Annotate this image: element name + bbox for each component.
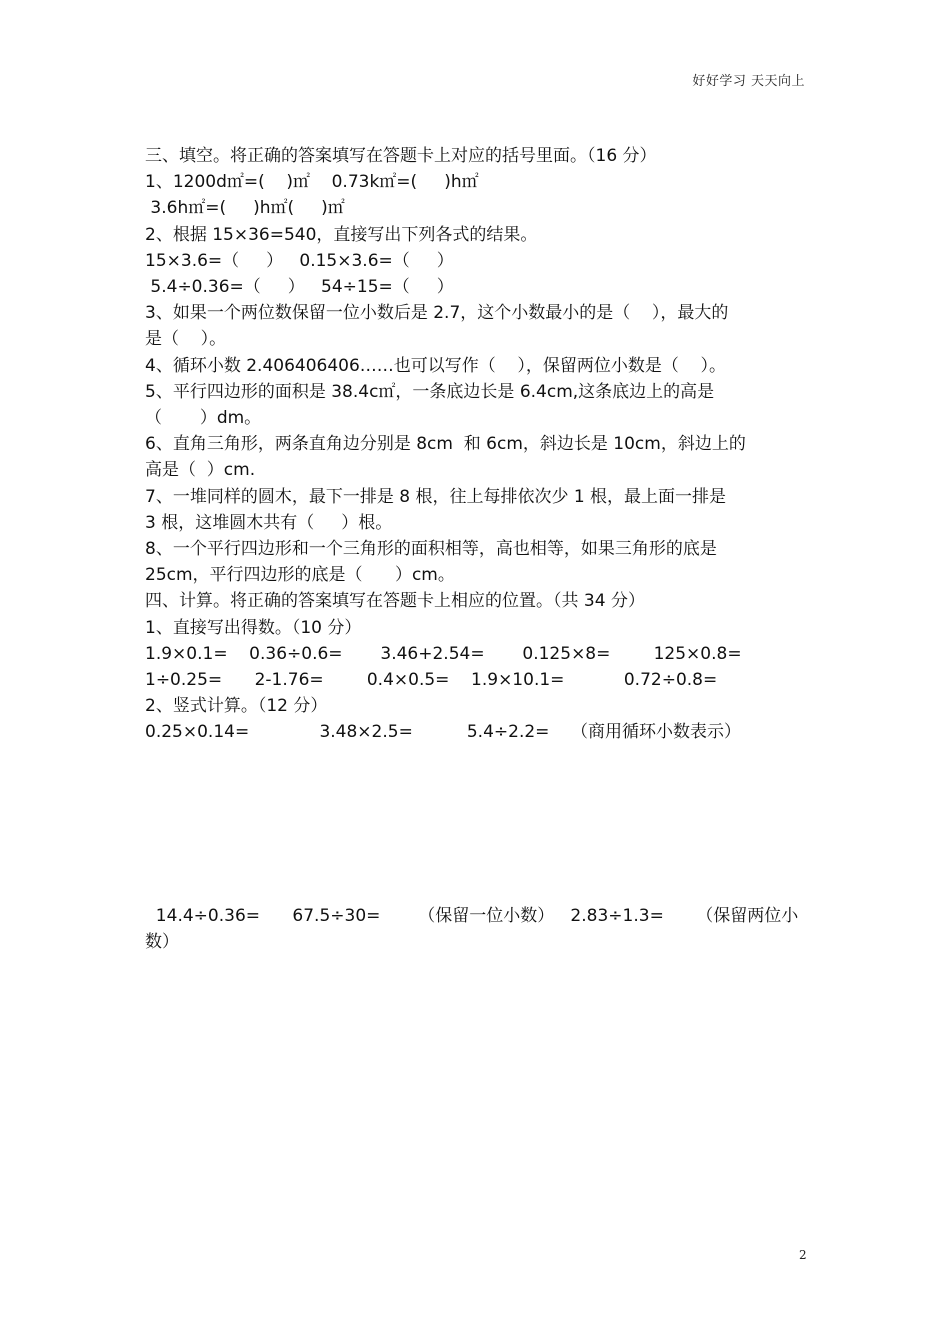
calc-line: 2、竖式计算。（12 分） — [145, 696, 328, 717]
question-line: 25cm，平行四边形的底是（ ）cm。 — [145, 565, 455, 586]
question-line: 2、根据 15×36=540，直接写出下列各式的结果。 — [145, 224, 538, 245]
calc-line: 0.25×0.14= 3.48×2.5= 5.4÷2.2= （商用循环小数表示） — [145, 722, 742, 743]
section-3-title: 三、填空。将正确的答案填写在答题卡上对应的括号里面。（16 分） — [145, 146, 657, 166]
question-line: 5、平行四边形的面积是 38.4c㎡，一条底边长是 6.4cm,这条底边上的高是 — [145, 381, 715, 402]
question-line: 6、直角三角形，两条直角边分别是 8cm 和 6cm，斜边长是 10cm，斜边上的 — [145, 434, 746, 455]
question-line: 3.6h㎡=( )h㎡( )㎡ — [145, 198, 345, 219]
calc-line: 14.4÷0.36= 67.5÷30= （保留一位小数） 2.83÷1.3= （保留两位小 — [145, 905, 799, 926]
calc-line: 数） — [145, 931, 179, 952]
question-line: 5.4÷0.36=（ ） 54÷15=（ ） — [145, 277, 454, 298]
question-line: 3 根，这堆圆木共有（ ）根。 — [145, 512, 393, 533]
question-line: 4、循环小数 2.406406406……也可以写作（ ），保留两位小数是（ ）。 — [145, 355, 727, 376]
working-space — [145, 746, 825, 903]
calc-line: 1.9×0.1= 0.36÷0.6= 3.46+2.54= 0.125×8= 125×0.8= — [145, 643, 742, 664]
question-line: 7、一堆同样的圆木，最下一排是 8 根，往上每排依次少 1 根，最上面一排是 — [145, 486, 727, 507]
question-line: 是（ ）。 — [145, 329, 227, 350]
question-line: 3、如果一个两位数保留一位小数后是 2.7，这个小数最小的是（ ），最大的 — [145, 303, 729, 324]
question-line: 1、1200d㎡=( )㎡ 0.73k㎡=( )h㎡ — [145, 172, 479, 193]
worksheet-body — [145, 143, 825, 955]
question-line: 8、一个平行四边形和一个三角形的面积相等，高也相等，如果三角形的底是 — [145, 539, 717, 560]
question-line: 高是（ ）cm. — [145, 460, 256, 481]
calc-line: 1、直接写出得数。（10 分） — [145, 617, 362, 638]
question-line: 15×3.6=（ ） 0.15×3.6=（ ） — [145, 250, 454, 271]
page-header: 好好学习 天天向上 — [692, 74, 805, 89]
section-4-title: 四、计算。将正确的答案填写在答题卡上相应的位置。（共 34 分） — [145, 591, 645, 612]
page-number: 2 — [799, 1248, 807, 1262]
calc-line: 1÷0.25= 2-1.76= 0.4×0.5= 1.9×10.1= 0.72÷0.8= — [145, 670, 718, 691]
question-line: （ ）dm。 — [145, 408, 262, 429]
